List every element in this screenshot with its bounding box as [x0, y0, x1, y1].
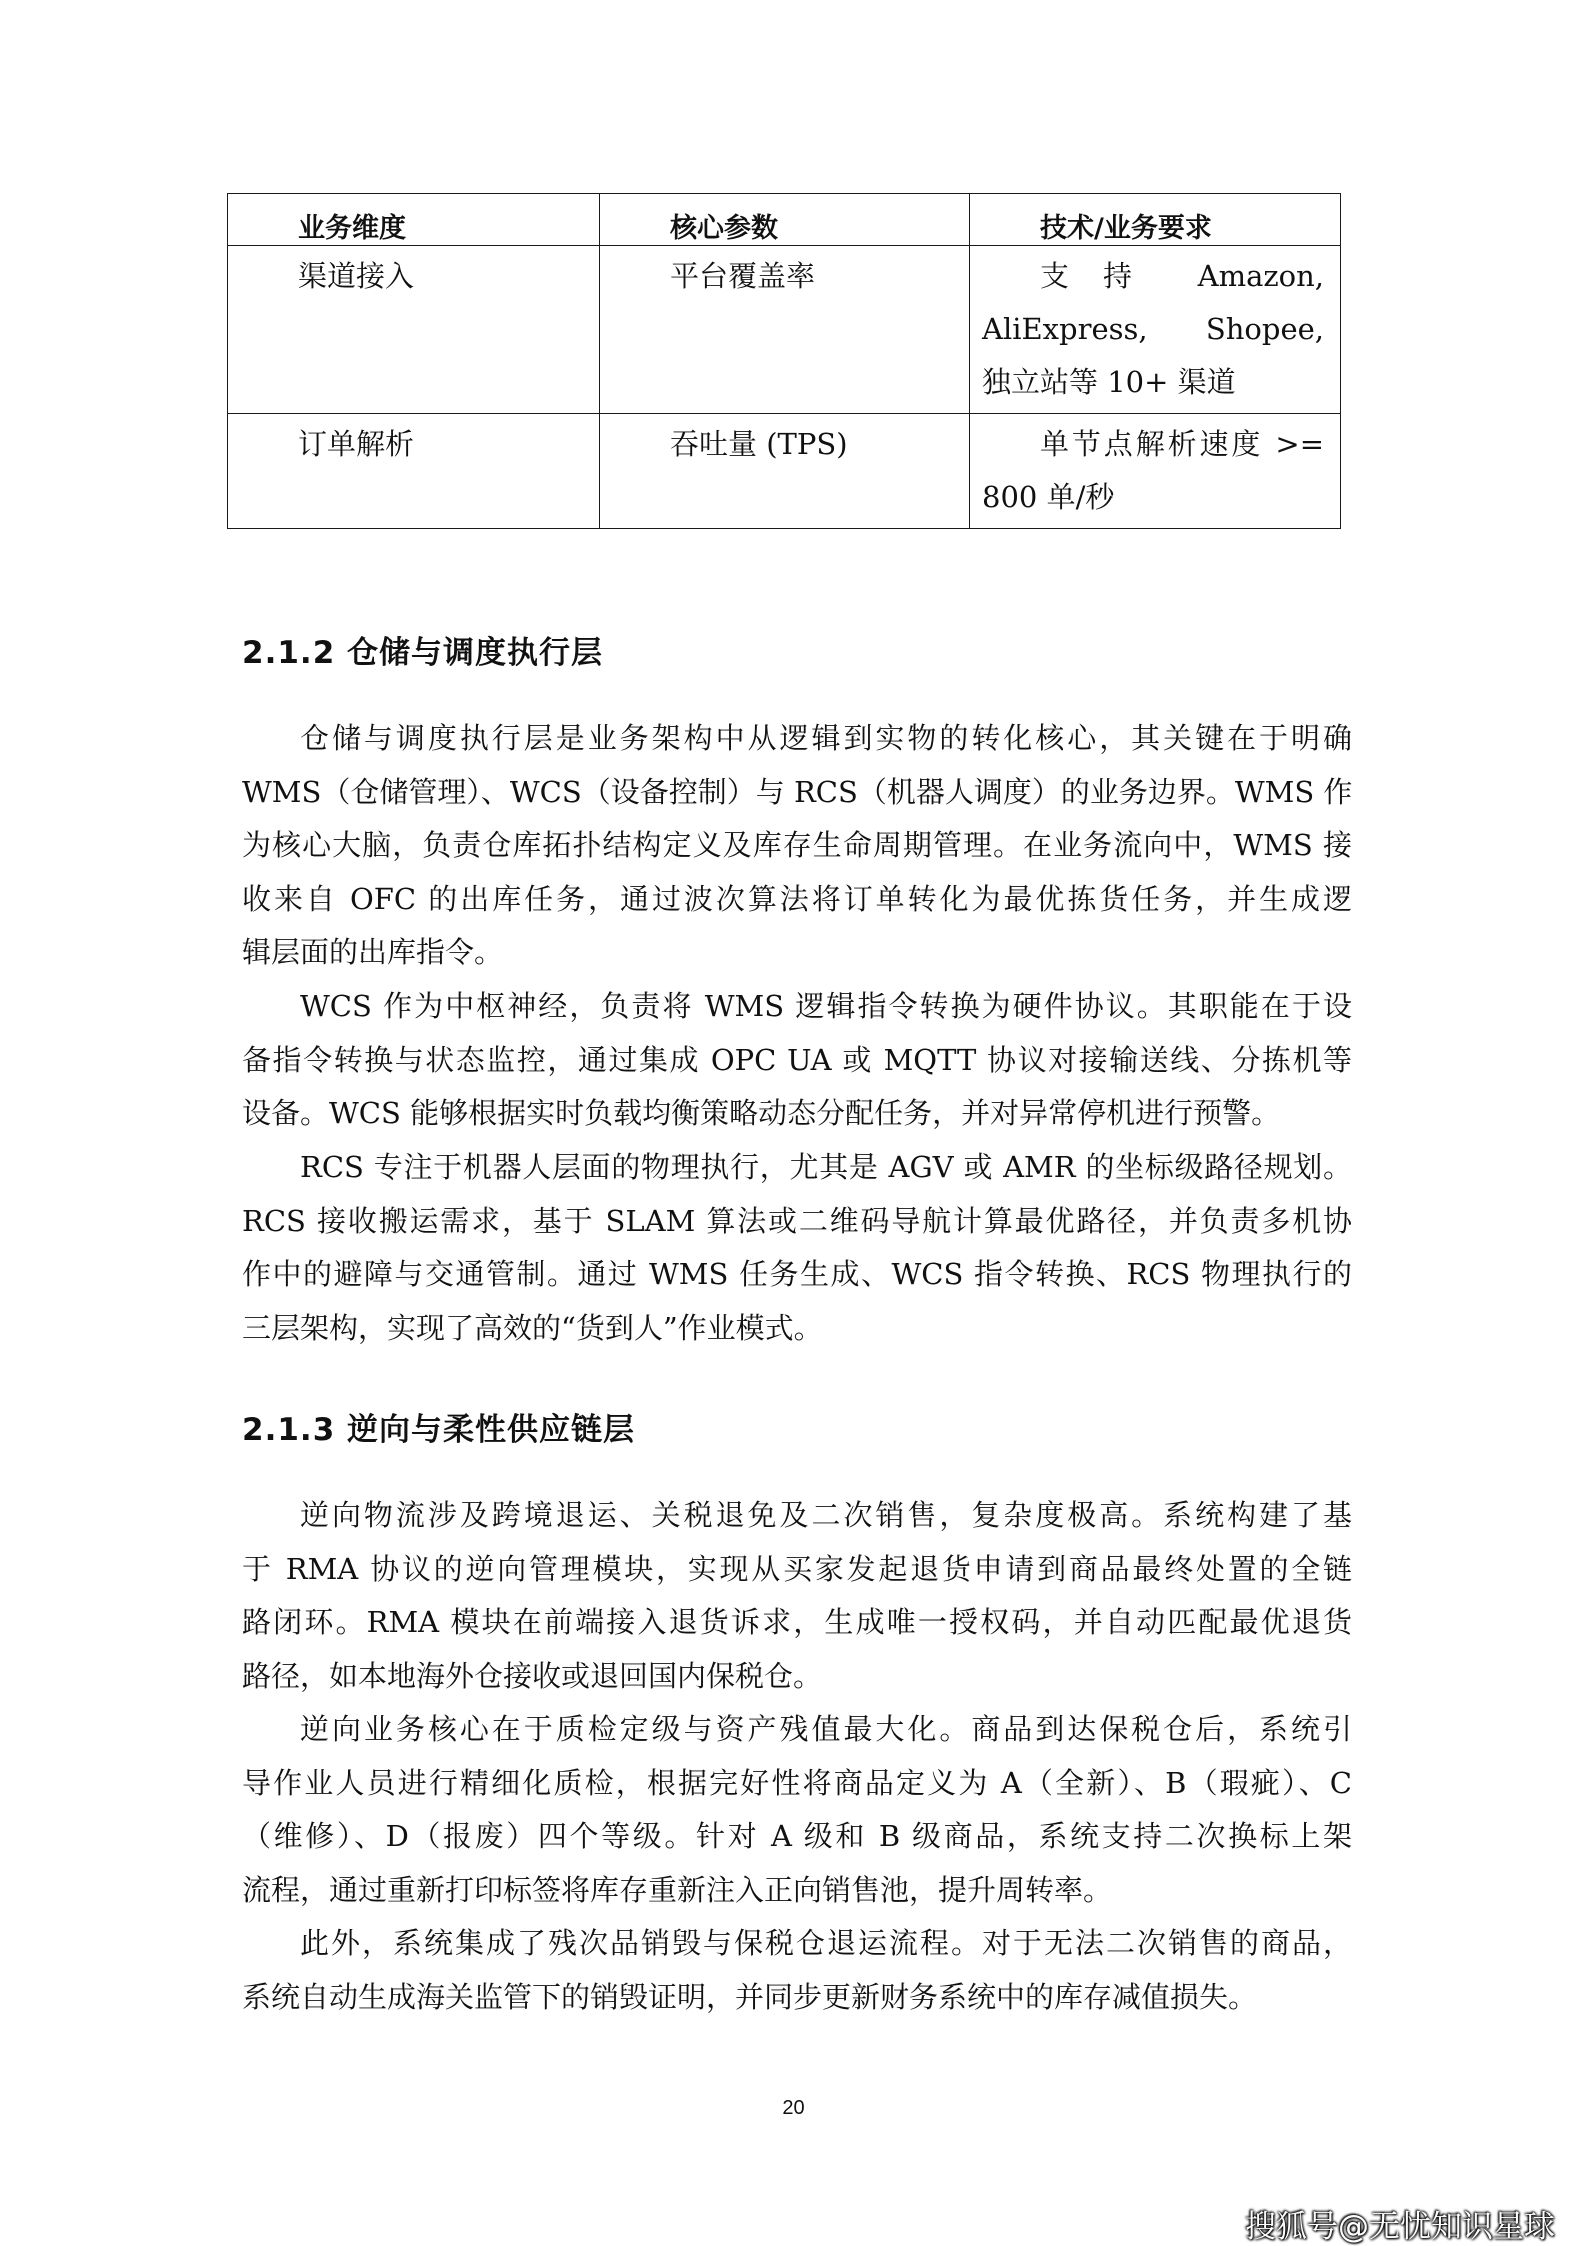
- table-row: [228, 246, 1341, 414]
- text-line: RCS 专注于机器人层面的物理执行，尤其是 AGV 或 AMR 的坐标级路径规划。: [300, 1150, 1352, 1184]
- text-line: 系统自动生成海关监管下的销毁证明，并同步更新财务系统中的库存减值损失。: [242, 1979, 1258, 2014]
- requirement-line: 独立站等 10+ 渠道: [982, 365, 1236, 399]
- requirement-line: 支 持 Amazon,: [1040, 259, 1324, 293]
- requirement-cell: [970, 414, 1341, 529]
- text-line: WMS（仓储管理）、WCS（设备控制）与 RCS（机器人调度）的业务边界。WMS 作: [242, 774, 1353, 809]
- text-line: 辑层面的出库指令。: [242, 935, 504, 970]
- paragraph: [242, 1917, 1352, 2024]
- spec-table: [227, 193, 1341, 529]
- text-line: 备指令转换与状态监控，通过集成 OPC UA 或 MQTT 协议对接输送线、分拣机等: [242, 1042, 1352, 1077]
- paragraph: [242, 1489, 1352, 1703]
- text-line: （维修）、D（报废）四个等级。针对 A 级和 B 级商品，系统支持二次换标上架: [242, 1819, 1352, 1854]
- text-line: 路闭环。RMA 模块在前端接入退货诉求，生成唯一授权码，并自动匹配最优退货: [242, 1605, 1352, 1640]
- text-line: 三层架构，实现了高效的“货到人”作业模式。: [242, 1310, 823, 1345]
- text-line: 逆向物流涉及跨境退运、关税退免及二次销售，复杂度极高。系统构建了基: [300, 1498, 1352, 1532]
- paragraph: [242, 1141, 1352, 1355]
- paragraph: [242, 980, 1352, 1141]
- text-line: 为核心大脑，负责仓库拓扑结构定义及库存生命周期管理。在业务流向中，WMS 接: [242, 828, 1352, 863]
- text-line: 设备。WCS 能够根据实时负载均衡策略动态分配任务，并对异常停机进行预警。: [242, 1096, 1281, 1131]
- requirement-line: AliExpress, Shopee,: [982, 312, 1324, 346]
- section-heading: 2.1.2 仓储与调度执行层: [242, 635, 604, 671]
- text-line: 导作业人员进行精细化质检，根据完好性将商品定义为 A（全新）、B（瑕疵）、C: [242, 1765, 1352, 1800]
- parameter-cell: 平台覆盖率: [600, 246, 970, 414]
- dimension-cell: 渠道接入: [228, 246, 600, 414]
- table-header-row: [228, 194, 1341, 246]
- text-line: RCS 接收搬运需求，基于 SLAM 算法或二维码导航计算最优路径，并负责多机协: [242, 1203, 1352, 1238]
- text-line: 作中的避障与交通管制。通过 WMS 任务生成、WCS 指令转换、RCS 物理执行的: [242, 1257, 1352, 1292]
- text-line: 逆向业务核心在于质检定级与资产残值最大化。商品到达保税仓后，系统引: [300, 1712, 1352, 1746]
- page-number: 20: [782, 2097, 805, 2119]
- column-header: 技术/业务要求: [970, 194, 1341, 246]
- column-header: 业务维度: [228, 194, 600, 246]
- table-row: [228, 414, 1341, 529]
- requirement-cell: [970, 246, 1341, 414]
- requirement-line: 单节点解析速度 >=: [1040, 427, 1324, 461]
- text-line: 此外，系统集成了残次品销毁与保税仓退运流程。对于无法二次销售的商品，: [300, 1926, 1352, 1960]
- requirement-line: 800 单/秒: [982, 480, 1115, 514]
- text-line: 收来自 OFC 的出库任务，通过波次算法将订单转化为最优拣货任务，并生成逻: [242, 881, 1352, 916]
- section-heading: 2.1.3 逆向与柔性供应链层: [242, 1412, 636, 1448]
- parameter-cell: 吞吐量 (TPS): [600, 414, 970, 529]
- column-header: 核心参数: [600, 194, 970, 246]
- paragraph: [242, 1703, 1352, 1917]
- text-line: 流程，通过重新打印标签将库存重新注入正向销售池，提升周转率。: [242, 1872, 1113, 1907]
- dimension-cell: 订单解析: [228, 414, 600, 529]
- text-line: 路径，如本地海外仓接收或退回国内保税仓。: [242, 1658, 823, 1693]
- text-line: 仓储与调度执行层是业务架构中从逻辑到实物的转化核心，其关键在于明确: [300, 721, 1352, 755]
- watermark: 搜狐号@无忧知识星球: [1245, 2209, 1555, 2245]
- text-line: 于 RMA 协议的逆向管理模块，实现从买家发起退货申请到商品最终处置的全链: [242, 1551, 1352, 1586]
- paragraph: [242, 712, 1352, 980]
- text-line: WCS 作为中枢神经，负责将 WMS 逻辑指令转换为硬件协议。其职能在于设: [300, 989, 1352, 1023]
